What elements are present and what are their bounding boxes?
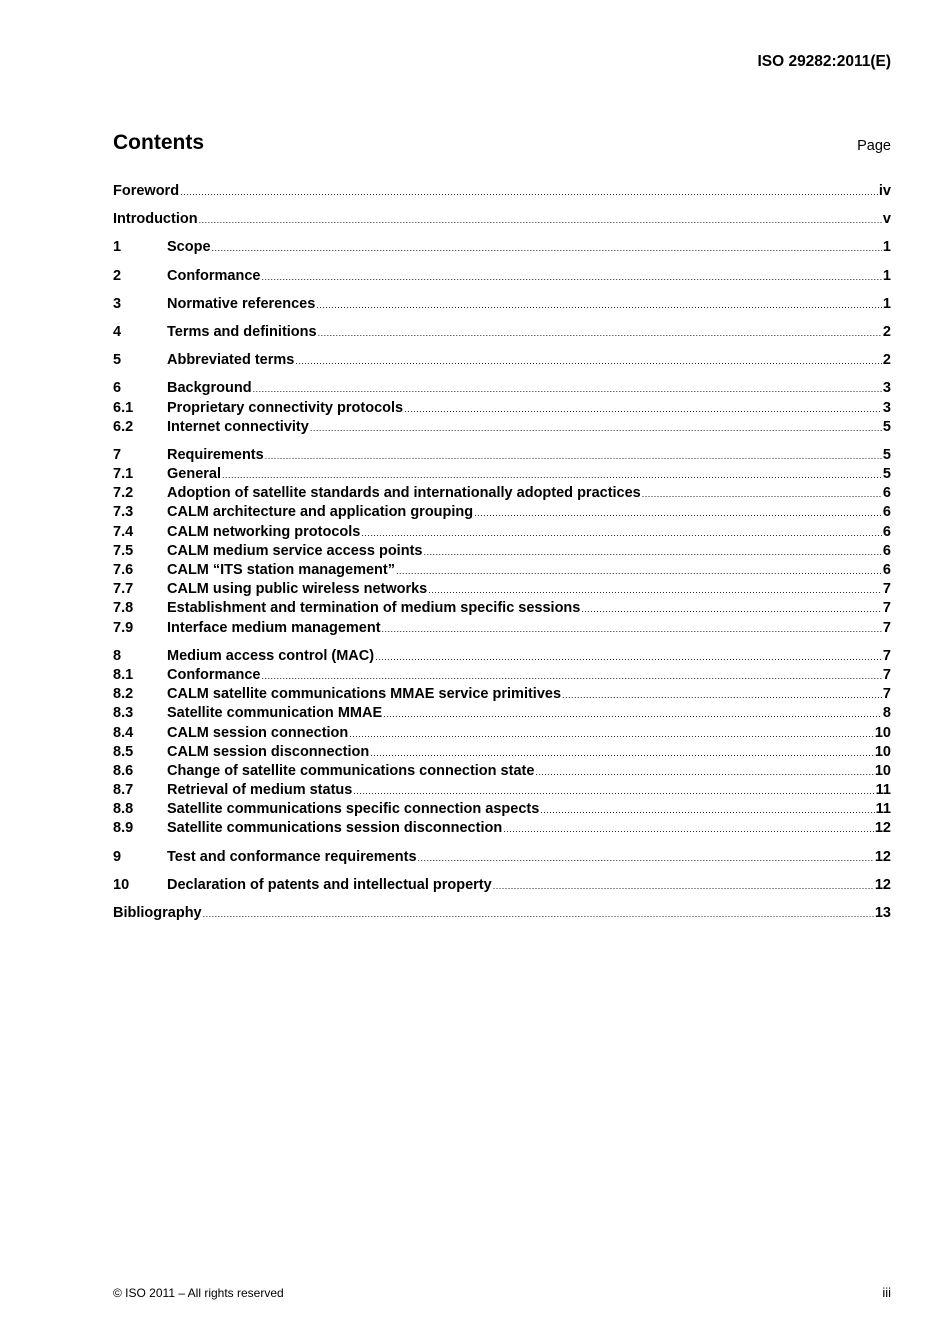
toc-entry[interactable] [113, 580, 891, 599]
toc-entry-title: Bibliography [113, 905, 202, 921]
toc-entry[interactable] [113, 351, 891, 370]
toc-entry-page: 1 [882, 239, 891, 256]
toc-entry-page: 10 [874, 743, 891, 760]
toc-entry[interactable] [113, 399, 891, 418]
toc-entry-number: 8.4 [113, 724, 134, 741]
toc-dot-leader [253, 380, 882, 399]
toc-entry[interactable] [113, 704, 891, 723]
toc-entry-page: 3 [882, 399, 891, 416]
toc-entry-title: CALM “ITS station management” [167, 562, 395, 578]
toc-entry-title: CALM medium service access points [167, 542, 423, 559]
toc-entry-title: Normative references [167, 295, 316, 312]
toc-dot-leader [295, 352, 882, 371]
toc-entry-page: 6 [882, 542, 891, 559]
toc-entry-page: 12 [874, 848, 891, 865]
toc-entry-title: Proprietary connectivity protocols [167, 399, 404, 416]
toc-entry-page: 6 [882, 504, 891, 521]
toc-entry-number: 8 [113, 647, 122, 664]
toc-entry-number: 8.8 [113, 801, 134, 818]
toc-entry[interactable] [113, 238, 891, 257]
toc-dot-leader [199, 211, 882, 230]
toc-entry[interactable] [113, 647, 891, 666]
toc-entry-number: 7 [113, 446, 122, 463]
toc-entry-title: Adoption of satellite standards and internationally adopted practices [167, 485, 641, 502]
toc-entry-number: 9 [113, 848, 122, 865]
toc-dot-leader [540, 801, 874, 820]
toc-entry[interactable] [113, 876, 891, 895]
toc-entry-page: 7 [882, 666, 891, 683]
toc-entry-page: 1 [882, 295, 891, 312]
toc-entry-number: 7.6 [113, 562, 134, 578]
toc-entry-title: Abbreviated terms [167, 352, 295, 369]
toc-entry-page: iv [878, 183, 891, 199]
toc-entry-page: 6 [882, 485, 891, 502]
toc-dot-leader [581, 600, 882, 619]
toc-entry[interactable] [113, 819, 891, 838]
toc-dot-leader [383, 705, 882, 724]
toc-entry-number: 8.3 [113, 705, 134, 722]
toc-entry[interactable] [113, 848, 891, 867]
toc-entry[interactable] [113, 484, 891, 503]
toc-entry[interactable] [113, 781, 891, 800]
document-id: ISO 29282:2011(E) [757, 53, 891, 70]
toc-dot-leader [535, 763, 873, 782]
toc-entry-title: Declaration of patents and intellectual property [167, 876, 492, 893]
toc-entry-page: 5 [882, 466, 891, 483]
toc-dot-leader [212, 239, 882, 258]
toc-entry-page: 3 [882, 380, 891, 397]
toc-entry-number: 8.7 [113, 782, 134, 799]
toc-entry-title: Establishment and termination of medium specific sessions [167, 600, 581, 617]
toc-entry-page: 7 [882, 686, 891, 703]
toc-entry[interactable] [113, 379, 891, 398]
toc-entry-title: CALM architecture and application grouping [167, 504, 474, 521]
toc-entry-title: Background [167, 380, 252, 397]
toc-entry[interactable] [113, 182, 891, 201]
table-of-contents [113, 182, 891, 923]
toc-entry-page: 7 [882, 600, 891, 617]
toc-dot-leader [265, 447, 882, 466]
toc-entry-page: 5 [882, 446, 891, 463]
toc-dot-leader [428, 581, 882, 600]
toc-dot-leader [375, 648, 882, 667]
toc-entry-title: CALM using public wireless networks [167, 581, 428, 598]
toc-entry[interactable] [113, 743, 891, 762]
toc-entry-number: 1 [113, 239, 122, 256]
toc-entry-page: 13 [874, 905, 891, 921]
toc-entry-page: 6 [882, 523, 891, 540]
toc-entry[interactable] [113, 904, 891, 923]
toc-entry-number: 4 [113, 323, 122, 340]
toc-dot-leader [423, 543, 881, 562]
toc-entry-title: Test and conformance requirements [167, 848, 417, 865]
toc-entry-page: 2 [882, 352, 891, 369]
toc-entry-number: 7.1 [113, 466, 134, 483]
toc-entry-page: 1 [882, 267, 891, 284]
toc-entry[interactable] [113, 523, 891, 542]
toc-entry[interactable] [113, 446, 891, 465]
copyright-notice: © ISO 2011 – All rights reserved [113, 1286, 284, 1300]
toc-dot-leader [396, 562, 882, 581]
toc-entry-number: 6 [113, 380, 122, 397]
toc-entry-title: Foreword [113, 183, 180, 199]
toc-entry-page: 10 [874, 762, 891, 779]
toc-entry-number: 7.3 [113, 504, 134, 521]
toc-entry-page: 12 [874, 876, 891, 893]
toc-entry[interactable] [113, 465, 891, 484]
toc-entry-number: 8.6 [113, 762, 134, 779]
toc-dot-leader [203, 905, 874, 924]
toc-dot-leader [261, 667, 881, 686]
toc-entry-title: Interface medium management [167, 619, 381, 636]
toc-entry[interactable] [113, 666, 891, 685]
toc-entry-title: Terms and definitions [167, 323, 317, 340]
toc-entry-number: 6.2 [113, 418, 134, 435]
toc-dot-leader [370, 744, 874, 763]
toc-entry-number: 3 [113, 295, 122, 312]
toc-entry-title: CALM session connection [167, 724, 349, 741]
toc-dot-leader [261, 268, 881, 287]
toc-entry[interactable] [113, 800, 891, 819]
toc-entry-number: 8.1 [113, 666, 134, 683]
toc-entry-page: 5 [882, 418, 891, 435]
toc-entry-title: Conformance [167, 666, 261, 683]
page-column-label: Page [857, 138, 891, 154]
toc-dot-leader [503, 820, 874, 839]
toc-entry[interactable] [113, 503, 891, 522]
toc-dot-leader [316, 296, 882, 315]
toc-entry-title: Satellite communication MMAE [167, 705, 383, 722]
toc-entry-title: CALM networking protocols [167, 523, 361, 540]
toc-entry-page: 8 [882, 705, 891, 722]
toc-entry-title: Scope [167, 239, 211, 256]
toc-entry[interactable] [113, 267, 891, 286]
toc-dot-leader [310, 419, 882, 438]
toc-entry-page: 7 [882, 619, 891, 636]
toc-entry-title: General [167, 466, 221, 483]
toc-entry[interactable] [113, 210, 891, 229]
toc-entry-title: Satellite communications specific connection aspects [167, 801, 540, 818]
toc-entry-page: 11 [875, 782, 891, 799]
toc-entry[interactable] [113, 418, 891, 437]
toc-entry-number: 8.2 [113, 686, 134, 703]
toc-entry[interactable] [113, 561, 891, 580]
toc-dot-leader [353, 782, 874, 801]
toc-dot-leader [642, 485, 882, 504]
toc-dot-leader [418, 849, 874, 868]
toc-entry[interactable] [113, 323, 891, 342]
toc-entry-title: Internet connectivity [167, 418, 309, 435]
toc-entry-page: 11 [875, 801, 891, 818]
toc-entry-number: 7.2 [113, 485, 134, 502]
toc-entry-number: 7.8 [113, 600, 134, 617]
toc-entry-page: v [882, 211, 891, 228]
toc-entry[interactable] [113, 295, 891, 314]
toc-entry-page: 7 [882, 581, 891, 598]
toc-entry-page: 2 [882, 323, 891, 340]
toc-entry-title: Medium access control (MAC) [167, 647, 375, 664]
toc-entry[interactable] [113, 685, 891, 704]
toc-entry-title: Change of satellite communications connection state [167, 762, 535, 779]
toc-entry-number: 8.9 [113, 820, 134, 837]
toc-dot-leader [474, 504, 882, 523]
toc-dot-leader [493, 877, 874, 896]
toc-entry-title: Conformance [167, 267, 261, 284]
toc-dot-leader [404, 400, 882, 419]
toc-dot-leader [222, 466, 882, 485]
toc-entry-number: 2 [113, 267, 122, 284]
toc-entry-number: 7.4 [113, 523, 134, 540]
toc-entry[interactable] [113, 599, 891, 618]
toc-entry-number: 6.1 [113, 399, 134, 416]
toc-entry-title: Introduction [113, 211, 198, 228]
toc-dot-leader [318, 324, 882, 343]
toc-entry-title: CALM session disconnection [167, 743, 370, 760]
toc-dot-leader [361, 524, 882, 543]
toc-dot-leader [180, 183, 878, 202]
toc-entry-page: 12 [874, 820, 891, 837]
toc-dot-leader [349, 725, 874, 744]
toc-dot-leader [562, 686, 882, 705]
toc-entry-page: 7 [882, 647, 891, 664]
toc-entry[interactable] [113, 542, 891, 561]
toc-entry-title: Satellite communications session disconnection [167, 820, 503, 837]
toc-entry-number: 7.9 [113, 619, 134, 636]
toc-entry-number: 8.5 [113, 743, 134, 760]
toc-entry-page: 10 [874, 724, 891, 741]
toc-entry-page: 6 [882, 562, 891, 578]
toc-entry-number: 7.7 [113, 581, 134, 598]
toc-entry[interactable] [113, 724, 891, 743]
toc-entry[interactable] [113, 762, 891, 781]
toc-entry-title: CALM satellite communications MMAE service primitives [167, 686, 562, 703]
toc-entry-number: 5 [113, 352, 122, 369]
toc-entry-number: 10 [113, 876, 130, 893]
page-number: iii [882, 1285, 891, 1300]
page-title: Contents [113, 131, 204, 154]
toc-entry-title: Requirements [167, 446, 264, 463]
toc-entry-number: 7.5 [113, 542, 134, 559]
toc-dot-leader [382, 620, 882, 639]
toc-entry[interactable] [113, 619, 891, 638]
toc-entry-title: Retrieval of medium status [167, 782, 353, 799]
